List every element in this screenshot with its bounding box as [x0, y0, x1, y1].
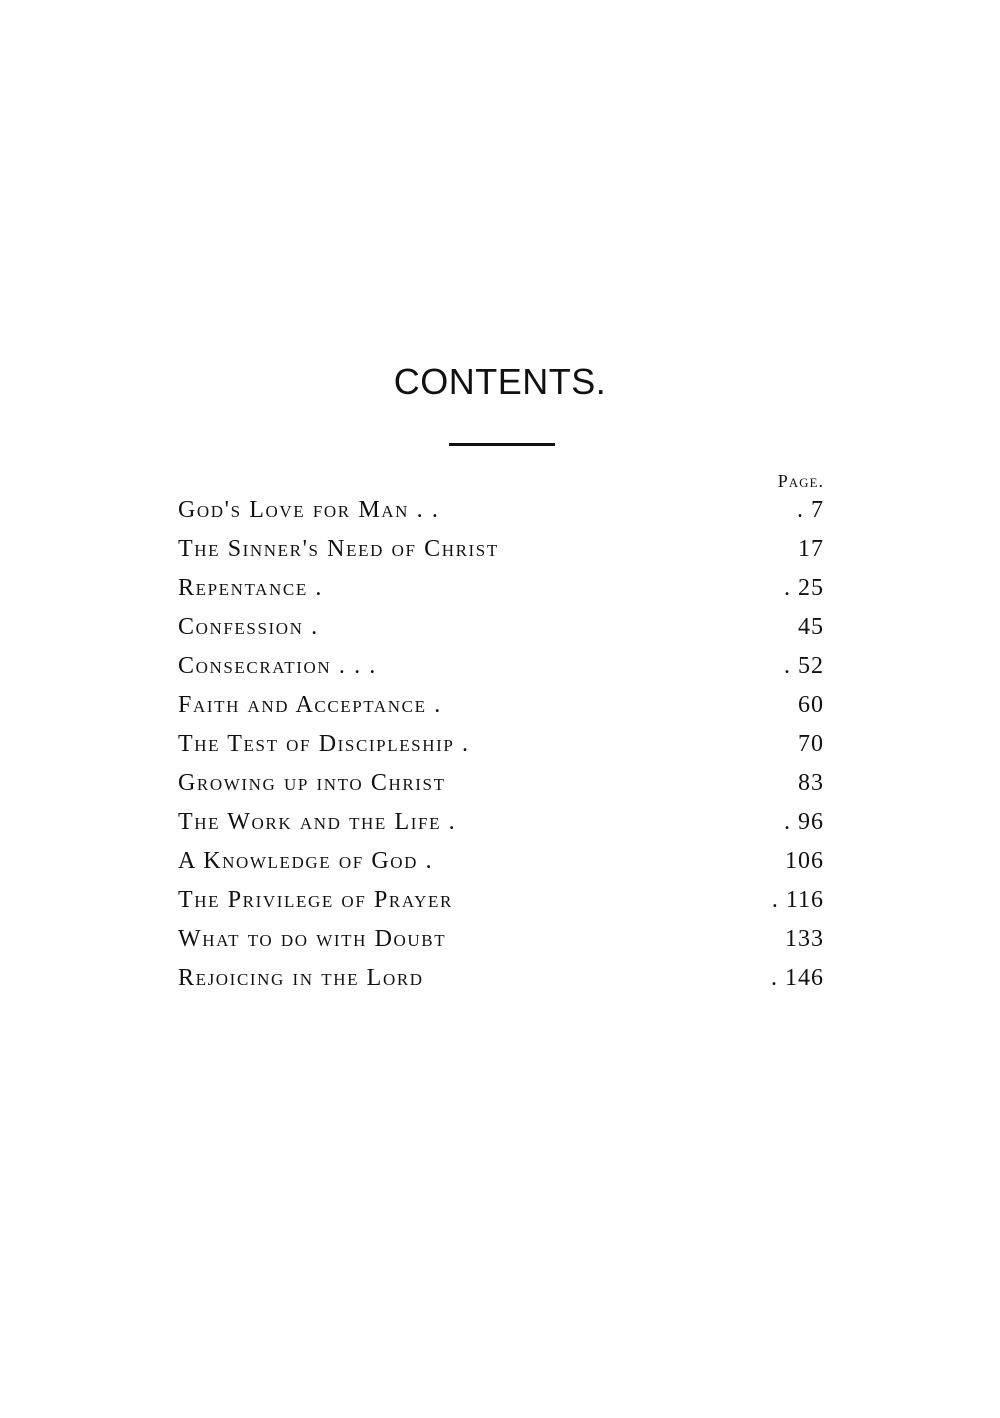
toc-entry: [178, 764, 824, 803]
toc-entry-title: The Test of Discipleship .: [178, 731, 470, 757]
toc-entry-page: 17: [798, 536, 824, 562]
toc-entry-title: Growing up into Christ: [178, 770, 446, 796]
heading-rule: [449, 443, 555, 446]
toc-entry-title: A Knowledge of God .: [178, 848, 434, 874]
table-of-contents: [178, 491, 824, 998]
toc-entry-title: The Sinner's Need of Christ: [178, 536, 499, 562]
contents-heading: CONTENTS.: [393, 361, 607, 402]
toc-entry-page: 106: [785, 848, 824, 874]
toc-entry: [178, 608, 824, 647]
toc-entry-title: Consecration . . .: [178, 653, 377, 679]
toc-entry: [178, 881, 824, 920]
toc-entry: [178, 920, 824, 959]
toc-entry-page: . 52: [784, 653, 824, 679]
toc-entry: [178, 803, 824, 842]
toc-entry-page: 60: [798, 692, 824, 718]
toc-entry: [178, 686, 824, 725]
toc-entry-title: What to do with Doubt: [178, 926, 447, 952]
toc-entry-page: . 146: [771, 965, 824, 991]
toc-entry-page: 70: [798, 731, 824, 757]
toc-entry-title: God's Love for Man . .: [178, 497, 440, 523]
toc-entry: [178, 569, 824, 608]
page-column-label: Page.: [777, 471, 824, 491]
toc-entry-page: 133: [785, 926, 824, 952]
toc-entry: [178, 647, 824, 686]
toc-entry-title: Rejoicing in the Lord: [178, 965, 424, 991]
toc-entry-page: . 25: [784, 575, 824, 601]
toc-entry: [178, 959, 824, 998]
toc-entry-title: The Work and the Life .: [178, 809, 457, 835]
toc-entry-title: The Privilege of Prayer: [178, 887, 453, 913]
toc-entry-page: . 96: [784, 809, 824, 835]
toc-entry: [178, 491, 824, 530]
toc-entry-title: Confession .: [178, 614, 319, 640]
toc-entry-page: 45: [798, 614, 824, 640]
toc-entry-title: Repentance .: [178, 575, 324, 601]
toc-entry: [178, 530, 824, 569]
toc-entry: [178, 842, 824, 881]
toc-entry: [178, 725, 824, 764]
toc-entry-title: Faith and Acceptance .: [178, 692, 442, 718]
toc-entry-page: . 7: [797, 497, 824, 523]
toc-entry-page: . 116: [771, 887, 824, 913]
toc-entry-page: 83: [798, 770, 824, 796]
